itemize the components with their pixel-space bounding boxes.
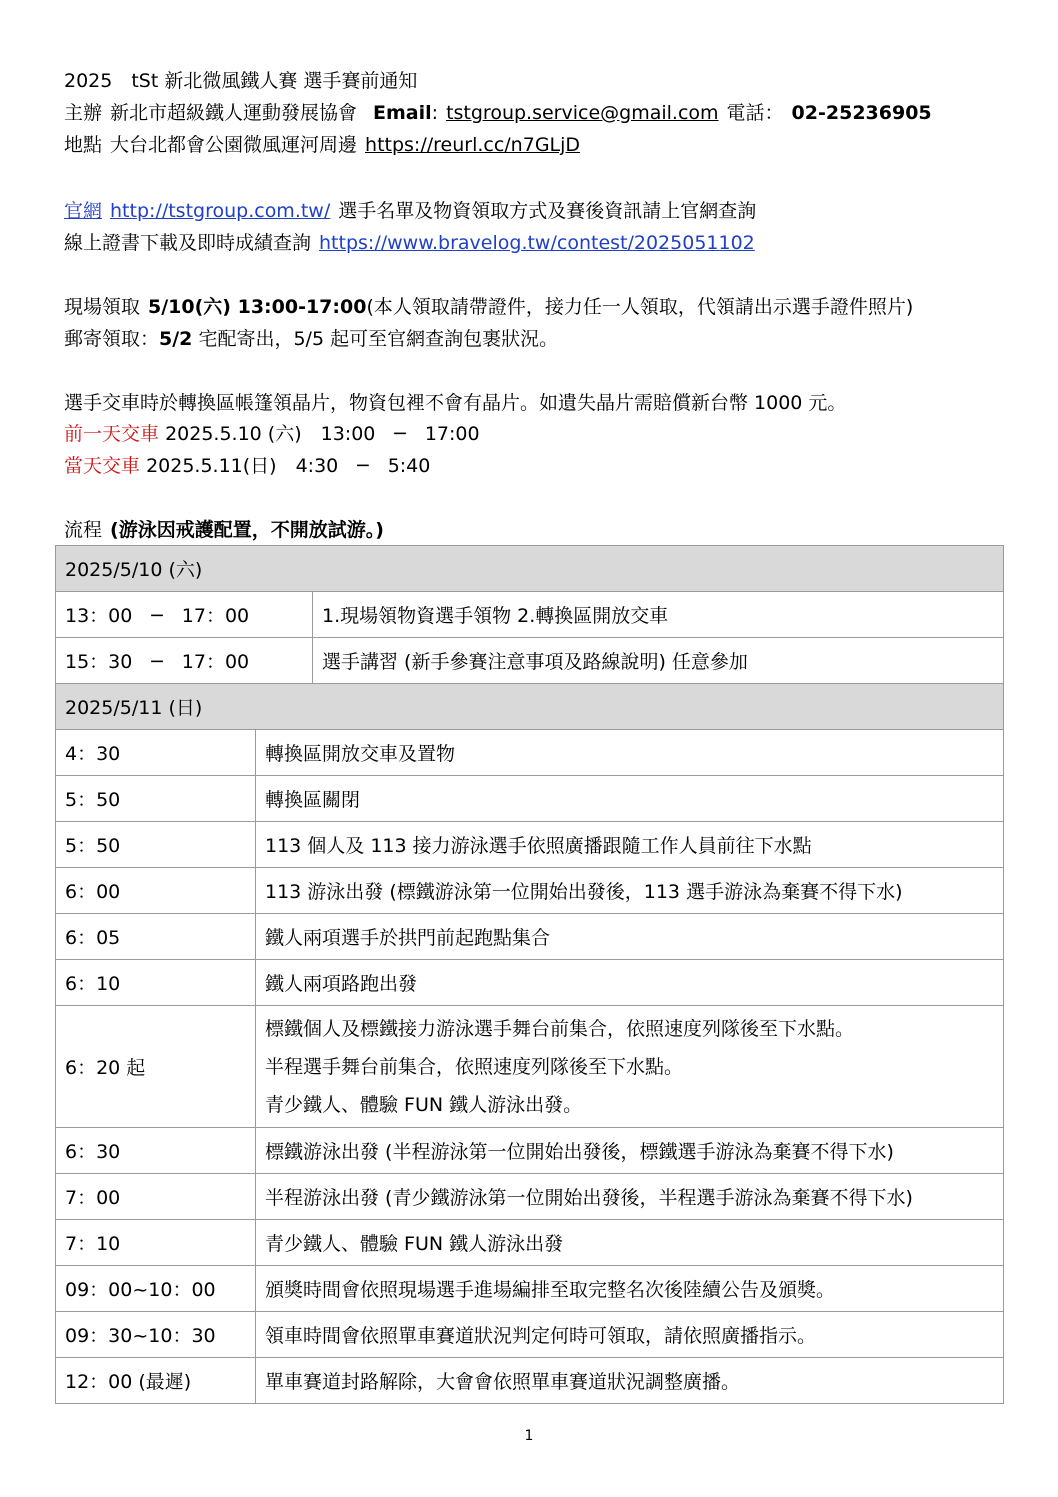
page-number: 1: [524, 1428, 534, 1444]
table-row: [56, 1358, 1004, 1404]
flow-title-line: [64, 517, 384, 543]
onsite-pickup-label: 現場領取: [64, 296, 141, 318]
organizer-label: 主辦: [64, 102, 103, 124]
mail-pickup-note: 宅配寄出，5/5 起可至官網查詢包裹狀況。: [198, 328, 559, 350]
table-row: [56, 638, 1004, 684]
description-cell: 鐵人兩項路跑出發: [256, 960, 1004, 1006]
official-site-label: 官網: [64, 200, 103, 222]
table-row: [56, 960, 1004, 1006]
document-title: 2025 tSt 新北微風鐵人賽 選手賽前通知: [64, 70, 418, 92]
table-row: [56, 1266, 1004, 1312]
chip-notice: 選手交車時於轉換區帳篷領晶片，物資包裡不會有晶片。如遺失晶片需賠償新台幣 1000 元。: [64, 392, 847, 414]
description-cell: 1.現場領物資選手領物 2.轉換區開放交車: [313, 592, 1004, 638]
day-before-dropoff-label: 前一天交車: [64, 423, 160, 445]
day-header-row: [56, 546, 1004, 592]
table-row: [56, 1128, 1004, 1174]
day-header: 2025/5/11 (日): [56, 684, 1004, 730]
table-row: [56, 730, 1004, 776]
time-cell: 15：30 ─ 17：00: [56, 638, 313, 684]
description-cell: 113 個人及 113 接力游泳選手依照廣播跟隨工作人員前往下水點: [256, 822, 1004, 868]
mail-pickup-line: [64, 326, 558, 352]
official-site-url: http://tstgroup.com.tw/: [110, 200, 331, 222]
table-row: [56, 592, 1004, 638]
venue-name: 大台北都會公園微風運河周邊: [110, 134, 358, 156]
description-cell: 標鐵游泳出發 (半程游泳第一位開始出發後，標鐵選手游泳為棄賽不得下水): [256, 1128, 1004, 1174]
official-site-link[interactable]: [64, 200, 330, 222]
time-cell: 6：05: [56, 914, 256, 960]
description-cell: 青少鐵人、體驗 FUN 鐵人游泳出發: [256, 1220, 1004, 1266]
onsite-pickup-line: [64, 294, 913, 320]
mail-pickup-date: 5/2: [159, 328, 193, 350]
official-site-line: [64, 198, 756, 224]
organizer-line: [64, 100, 932, 126]
description-cell: 轉換區關閉: [256, 776, 1004, 822]
flow-title: 流程: [64, 519, 103, 541]
onsite-pickup-time: 5/10(六) 13:00-17:00: [148, 296, 367, 318]
onsite-pickup-note: (本人領取請帶證件，接力任一人領取，代領請出示選手證件照片): [366, 296, 914, 318]
description-line: 標鐵個人及標鐵接力游泳選手舞台前集合，依照速度列隊後至下水點。: [265, 1017, 855, 1040]
time-cell: 6：00: [56, 868, 256, 914]
table-row: [56, 822, 1004, 868]
description-line: 青少鐵人、體驗 FUN 鐵人游泳出發。: [265, 1093, 583, 1116]
venue-line: [64, 132, 580, 158]
official-site-desc: 選手名單及物資領取方式及賽後資訊請上官網查詢: [338, 200, 757, 222]
table-row: [56, 1220, 1004, 1266]
time-cell: 6：10: [56, 960, 256, 1006]
email-sep: :: [431, 102, 439, 124]
table-row: [56, 1006, 1004, 1128]
description-cell: 頒獎時間會依照現場選手進場編排至取完整名次後陸續公告及頒獎。: [256, 1266, 1004, 1312]
description-cell: [256, 1006, 1004, 1128]
flow-note: (游泳因戒護配置，不開放試游。): [110, 519, 384, 541]
table-row: [56, 776, 1004, 822]
description-cell: 鐵人兩項選手於拱門前起跑點集合: [256, 914, 1004, 960]
schedule-table: [55, 545, 1004, 1404]
table-row: [56, 914, 1004, 960]
description-cell: 領車時間會依照單車賽道狀況判定何時可領取，請依照廣播指示。: [256, 1312, 1004, 1358]
phone-number: 02-25236905: [791, 102, 932, 124]
phone-label: 電話：: [726, 102, 784, 124]
email-label: Email: [373, 102, 432, 124]
description-cell: 113 游泳出發 (標鐵游泳第一位開始出發後，113 選手游泳為棄賽不得下水): [256, 868, 1004, 914]
time-cell: 5：50: [56, 822, 256, 868]
race-day-dropoff-time: 2025.5.11(日) 4:30 ─ 5:40: [146, 455, 431, 477]
description-cell: 轉換區開放交車及置物: [256, 730, 1004, 776]
time-cell: 12：00 (最遲): [56, 1358, 256, 1404]
time-cell: 13：00 ─ 17：00: [56, 592, 313, 638]
description-cell: 半程游泳出發 (青少鐵游泳第一位開始出發後，半程選手游泳為棄賽不得下水): [256, 1174, 1004, 1220]
mail-pickup-label: 郵寄領取：: [64, 328, 160, 350]
time-cell: 4：30: [56, 730, 256, 776]
time-cell: 7：00: [56, 1174, 256, 1220]
description-cell: 選手講習 (新手參賽注意事項及路線說明) 任意參加: [313, 638, 1004, 684]
time-cell: 7：10: [56, 1220, 256, 1266]
day-before-dropoff-line: [64, 421, 480, 447]
certificate-link[interactable]: https://www.bravelog.tw/contest/2025051102: [319, 232, 755, 254]
description-line: 半程選手舞台前集合，依照速度列隊後至下水點。: [265, 1055, 684, 1078]
table-row: [56, 1174, 1004, 1220]
time-cell: 09：00~10：00: [56, 1266, 256, 1312]
day-header: 2025/5/10 (六): [56, 546, 1004, 592]
time-cell: 5：50: [56, 776, 256, 822]
race-day-dropoff-line: [64, 453, 430, 479]
venue-map-link[interactable]: https://reurl.cc/n7GLjD: [365, 134, 581, 156]
day-header-row: [56, 684, 1004, 730]
time-cell: 09：30~10：30: [56, 1312, 256, 1358]
table-row: [56, 868, 1004, 914]
venue-label: 地點: [64, 134, 103, 156]
email-link[interactable]: tstgroup.service@gmail.com: [446, 102, 719, 124]
time-cell: 6：20 起: [56, 1006, 256, 1128]
certificate-label: 線上證書下載及即時成績查詢: [64, 232, 312, 254]
table-row: [56, 1312, 1004, 1358]
description-cell: 單車賽道封路解除，大會會依照單車賽道狀況調整廣播。: [256, 1358, 1004, 1404]
organizer-name: 新北市超級鐵人運動發展協會: [110, 102, 358, 124]
day-before-dropoff-time: 2025.5.10 (六) 13:00 ─ 17:00: [165, 423, 480, 445]
time-cell: 6：30: [56, 1128, 256, 1174]
race-day-dropoff-label: 當天交車: [64, 455, 141, 477]
certificate-line: [64, 230, 755, 256]
